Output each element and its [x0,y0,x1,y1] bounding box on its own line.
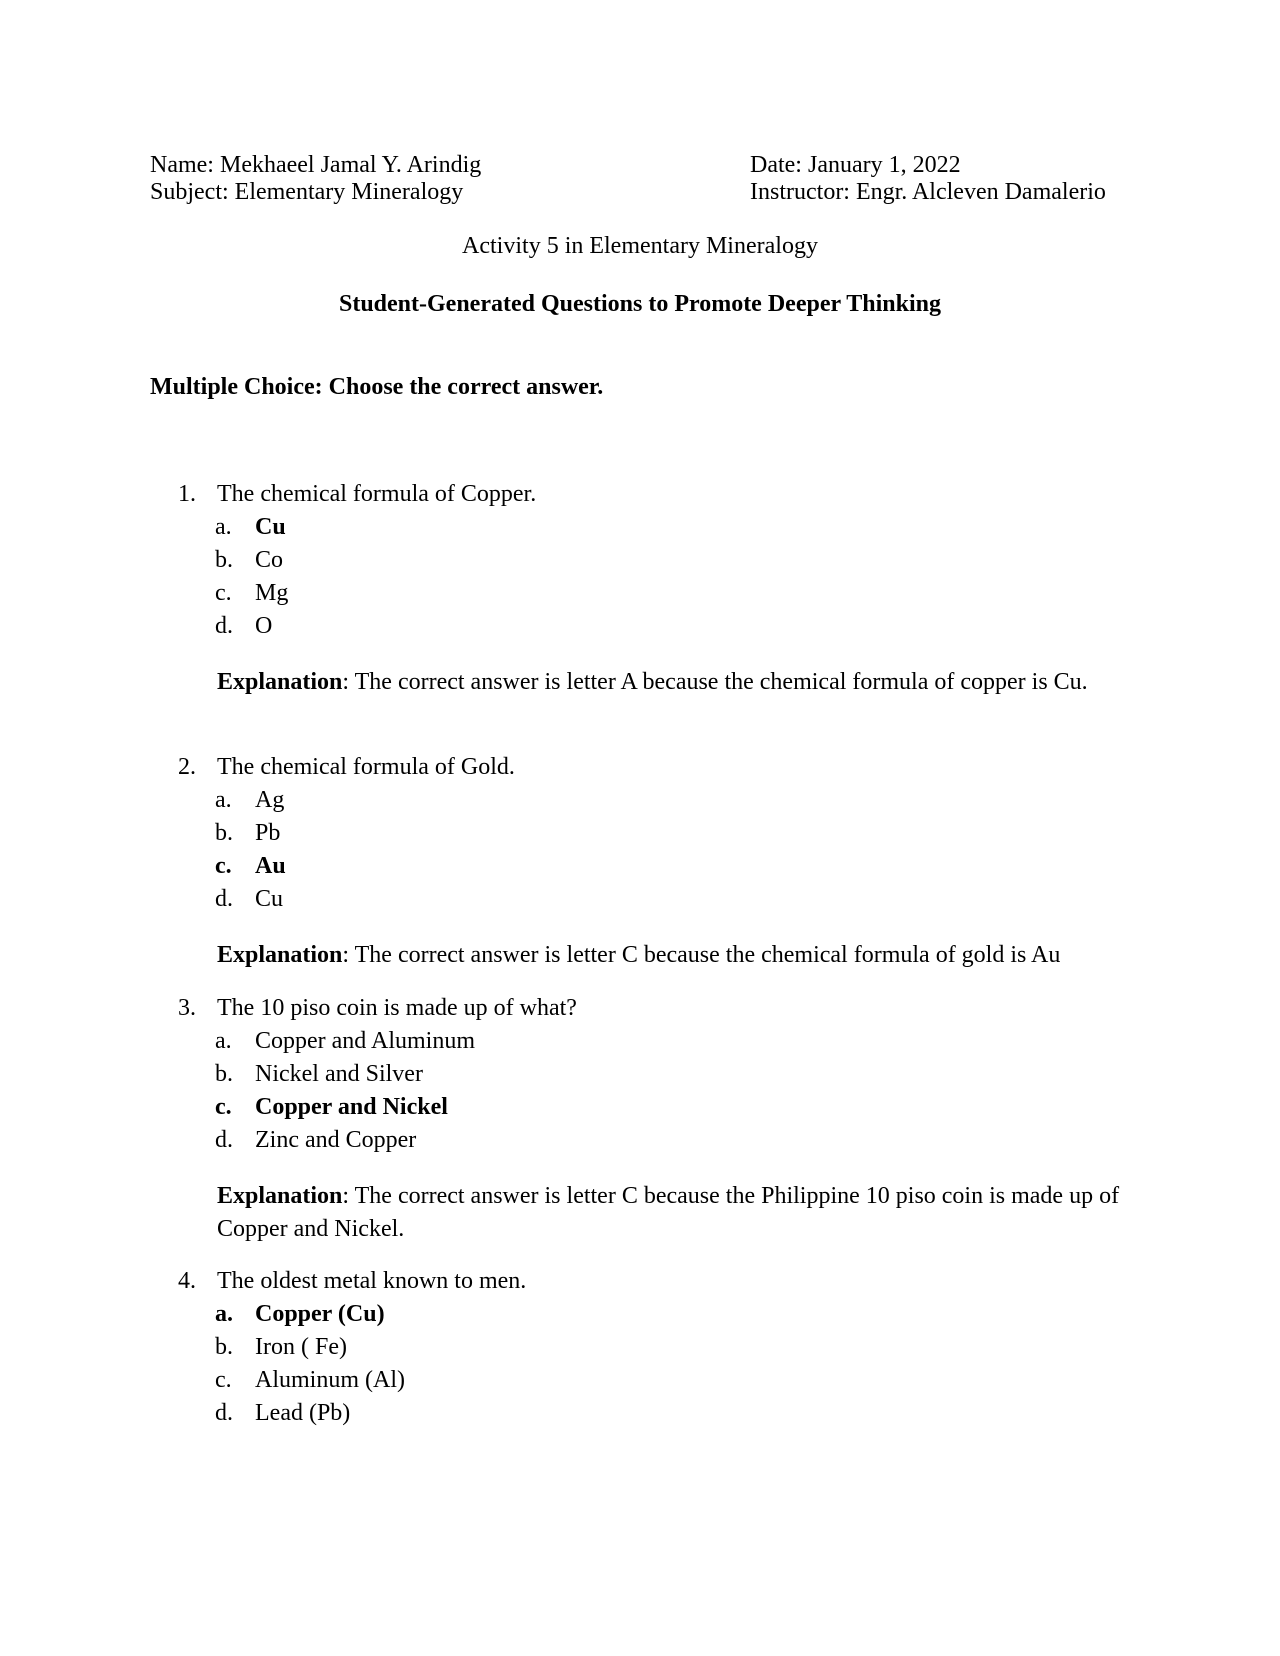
option-letter: b. [215,547,233,573]
option-text: Zinc and Copper [255,1127,417,1153]
instructor: Instructor: Engr. Alcleven Damalerio [750,179,1106,205]
option-text: Nickel and Silver [255,1061,423,1087]
document-title: Student-Generated Questions to Promote Deeper Thinking [338,291,941,317]
explanation [217,666,1117,699]
explanation-label: Explanation [217,669,343,695]
question-text: The oldest metal known to men. [217,1268,527,1294]
option-letter-correct: c. [215,1094,232,1120]
option-letter: c. [215,580,232,606]
question-number: 3. [178,995,196,1021]
option-text: Pb [255,820,281,846]
option-text: Cu [255,886,284,912]
option-letter: d. [215,1127,233,1153]
explanation-label: Explanation [217,1183,343,1209]
option-text: Iron ( Fe) [255,1334,347,1360]
explanation [217,939,1157,972]
explanation [217,1180,1132,1246]
question-text: The chemical formula of Copper. [217,481,537,507]
option-text: Co [255,547,284,573]
question-text: The 10 piso coin is made up of what? [217,995,577,1021]
option-text-correct: Au [255,853,286,879]
option-letter: d. [215,1400,233,1426]
option-text: Aluminum (Al) [255,1367,405,1393]
option-text-correct: Copper and Nickel [255,1094,448,1120]
option-letter: d. [215,886,233,912]
explanation-text: : The correct answer is letter C because the chemical formula of gold is Au [342,942,1061,968]
option-letter: d. [215,613,233,639]
option-text: Ag [255,787,285,813]
explanation-text: : The correct answer is letter C because the Philippine 10 piso coin is made up of Copper and Nickel. [217,1183,1120,1242]
instructions: Multiple Choice: Choose the correct answer. [150,374,604,400]
explanation-label: Explanation [217,942,343,968]
option-letter: b. [215,820,233,846]
subject: Subject: Elementary Mineralogy [150,179,464,205]
option-text-correct: Cu [255,514,286,540]
question-number: 1. [178,481,196,507]
activity-title: Activity 5 in Elementary Mineralogy [462,233,818,259]
option-letter: b. [215,1061,233,1087]
question-number: 4. [178,1268,196,1294]
option-letter: a. [215,787,232,813]
explanation-text: : The correct answer is letter A because the chemical formula of copper is Cu. [342,669,1088,695]
question-number: 2. [178,754,196,780]
option-text: Lead (Pb) [255,1400,351,1426]
option-text: O [255,613,273,639]
option-letter: c. [215,1367,232,1393]
date: Date: January 1, 2022 [750,152,961,178]
option-letter: a. [215,514,232,540]
option-letter: a. [215,1028,232,1054]
option-letter-correct: a. [215,1301,233,1327]
student-name: Name: Mekhaeel Jamal Y. Arindig [150,152,482,178]
option-text-correct: Copper (Cu) [255,1301,385,1327]
option-text: Copper and Aluminum [255,1028,475,1054]
option-letter-correct: c. [215,853,232,879]
option-text: Mg [255,580,289,606]
question-text: The chemical formula of Gold. [217,754,515,780]
option-letter: b. [215,1334,233,1360]
